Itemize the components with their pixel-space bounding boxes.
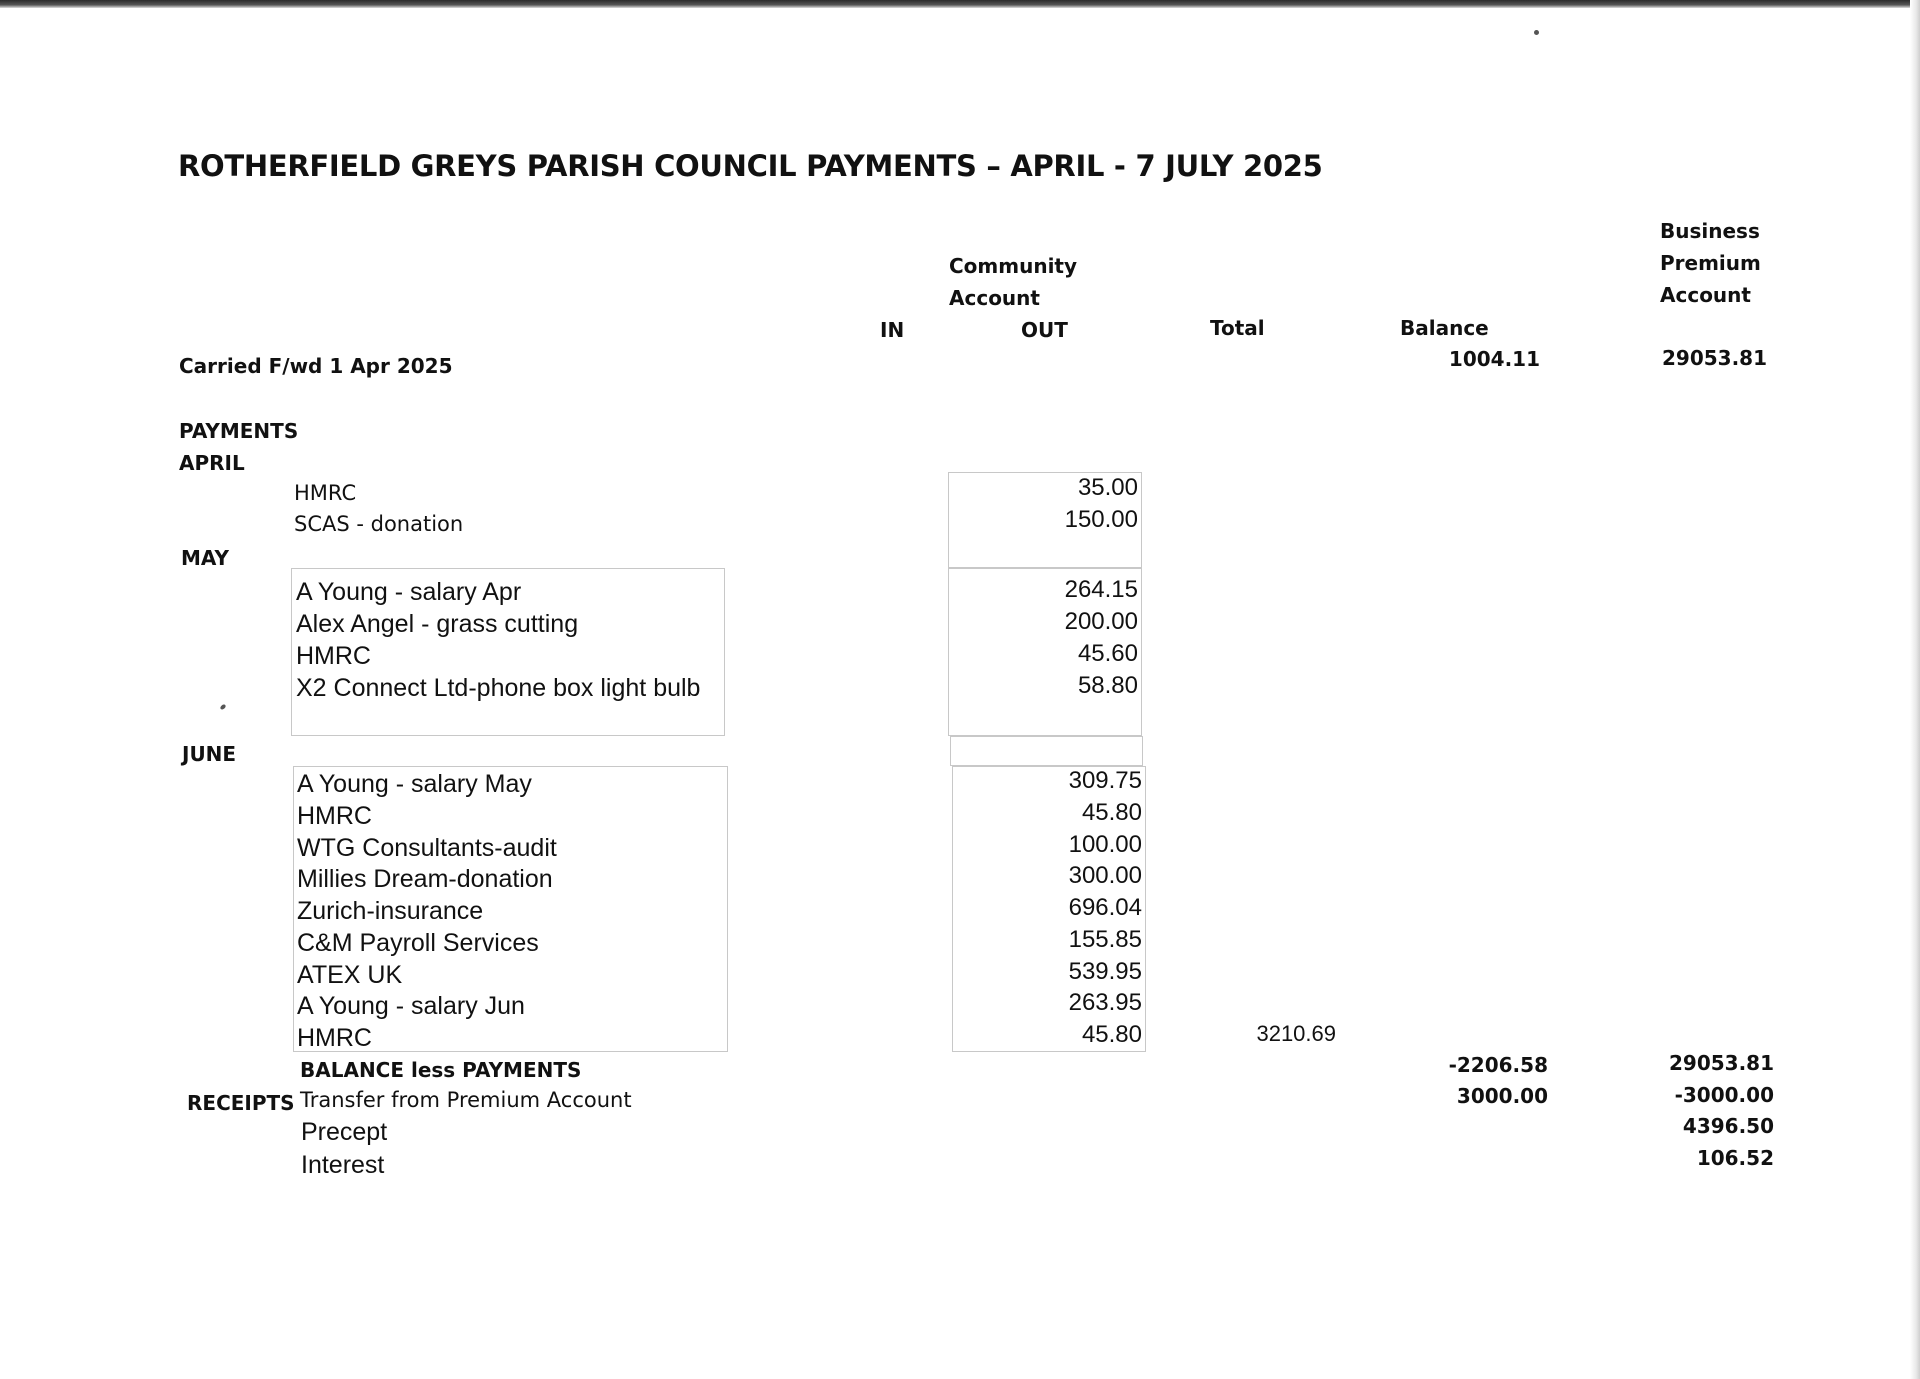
- june-item-desc: WTG Consultants-audit: [297, 834, 557, 862]
- june-item-desc: Millies Dream-donation: [297, 865, 553, 893]
- out-amount: 539.95: [1068, 958, 1142, 985]
- total-payments: 3210.69: [1256, 1021, 1336, 1046]
- out-amount: 100.00: [1068, 831, 1142, 858]
- out-amount: 45.80: [1081, 1021, 1142, 1048]
- out-amount: 155.85: [1068, 926, 1142, 953]
- receipt-desc-transfer: Transfer from Premium Account: [300, 1088, 632, 1112]
- may-item-desc: Alex Angel - grass cutting: [296, 610, 579, 638]
- carried-forward-label: Carried F/wd 1 Apr 2025: [179, 354, 453, 378]
- page-title: ROTHERFIELD GREYS PARISH COUNCIL PAYMENTS – APRIL - 7 JULY 2025: [178, 149, 1323, 183]
- header-out: OUT: [1021, 318, 1068, 342]
- scan-speck: [1534, 30, 1539, 35]
- april-item-desc: HMRC: [294, 481, 357, 505]
- header-in: IN: [880, 318, 905, 342]
- june-item-desc: A Young - salary Jun: [297, 992, 525, 1020]
- out-amount: 264.15: [1064, 576, 1138, 603]
- payments-heading: PAYMENTS: [179, 419, 299, 443]
- balance-less-premium: 29053.81: [1668, 1051, 1774, 1075]
- out-amount: 35.00: [1077, 474, 1138, 501]
- scan-speck: [219, 704, 226, 711]
- may-heading: MAY: [181, 546, 229, 570]
- receipt-precept-premium: 4396.50: [1682, 1114, 1774, 1138]
- receipt-transfer-premium: -3000.00: [1674, 1083, 1774, 1107]
- receipt-desc-interest: Interest: [301, 1151, 385, 1179]
- carried-balance: 1004.11: [1448, 347, 1540, 371]
- out-amount: 45.80: [1081, 799, 1142, 826]
- header-total: Total: [1210, 316, 1265, 340]
- june-item-desc: A Young - salary May: [297, 770, 532, 798]
- receipt-interest-premium: 106.52: [1696, 1146, 1774, 1170]
- carried-premium: 29053.81: [1661, 346, 1767, 370]
- june-item-desc: ATEX UK: [297, 961, 403, 989]
- out-amount: 300.00: [1068, 862, 1142, 889]
- june-item-desc: HMRC: [297, 1024, 372, 1052]
- scan-edge-top: [0, 0, 1920, 8]
- june-item-desc: Zurich-insurance: [297, 897, 484, 925]
- out-amount: 200.00: [1064, 608, 1138, 635]
- out-amount: 58.80: [1077, 672, 1138, 699]
- header-community: Community: [949, 254, 1078, 278]
- may-item-desc: HMRC: [296, 642, 371, 670]
- receipts-heading: RECEIPTS: [187, 1091, 295, 1115]
- scan-edge-right: [1910, 0, 1920, 1379]
- out-column-cells-gap: [950, 736, 1143, 766]
- out-amount: 263.95: [1068, 989, 1142, 1016]
- april-item-desc: SCAS - donation: [294, 512, 464, 536]
- balance-less-label: BALANCE less PAYMENTS: [300, 1058, 582, 1082]
- june-heading: JUNE: [182, 742, 237, 766]
- header-account: Account: [949, 286, 1040, 310]
- balance-less-balance: -2206.58: [1448, 1053, 1548, 1077]
- june-item-desc: HMRC: [297, 802, 372, 830]
- receipt-desc-precept: Precept: [301, 1118, 388, 1146]
- june-item-desc: C&M Payroll Services: [297, 929, 539, 957]
- header-premium: Premium: [1660, 251, 1761, 275]
- out-amount: 696.04: [1068, 894, 1142, 921]
- header-premium-account: Account: [1660, 283, 1751, 307]
- out-amount: 309.75: [1068, 767, 1142, 794]
- may-item-desc: X2 Connect Ltd-phone box light bulb: [296, 674, 701, 702]
- receipt-transfer-balance: 3000.00: [1456, 1084, 1548, 1108]
- header-balance: Balance: [1400, 316, 1489, 340]
- out-amount: 45.60: [1077, 640, 1138, 667]
- may-item-desc: A Young - salary Apr: [296, 578, 522, 606]
- out-amount: 150.00: [1064, 506, 1138, 533]
- header-business: Business: [1660, 219, 1760, 243]
- april-heading: APRIL: [179, 451, 245, 475]
